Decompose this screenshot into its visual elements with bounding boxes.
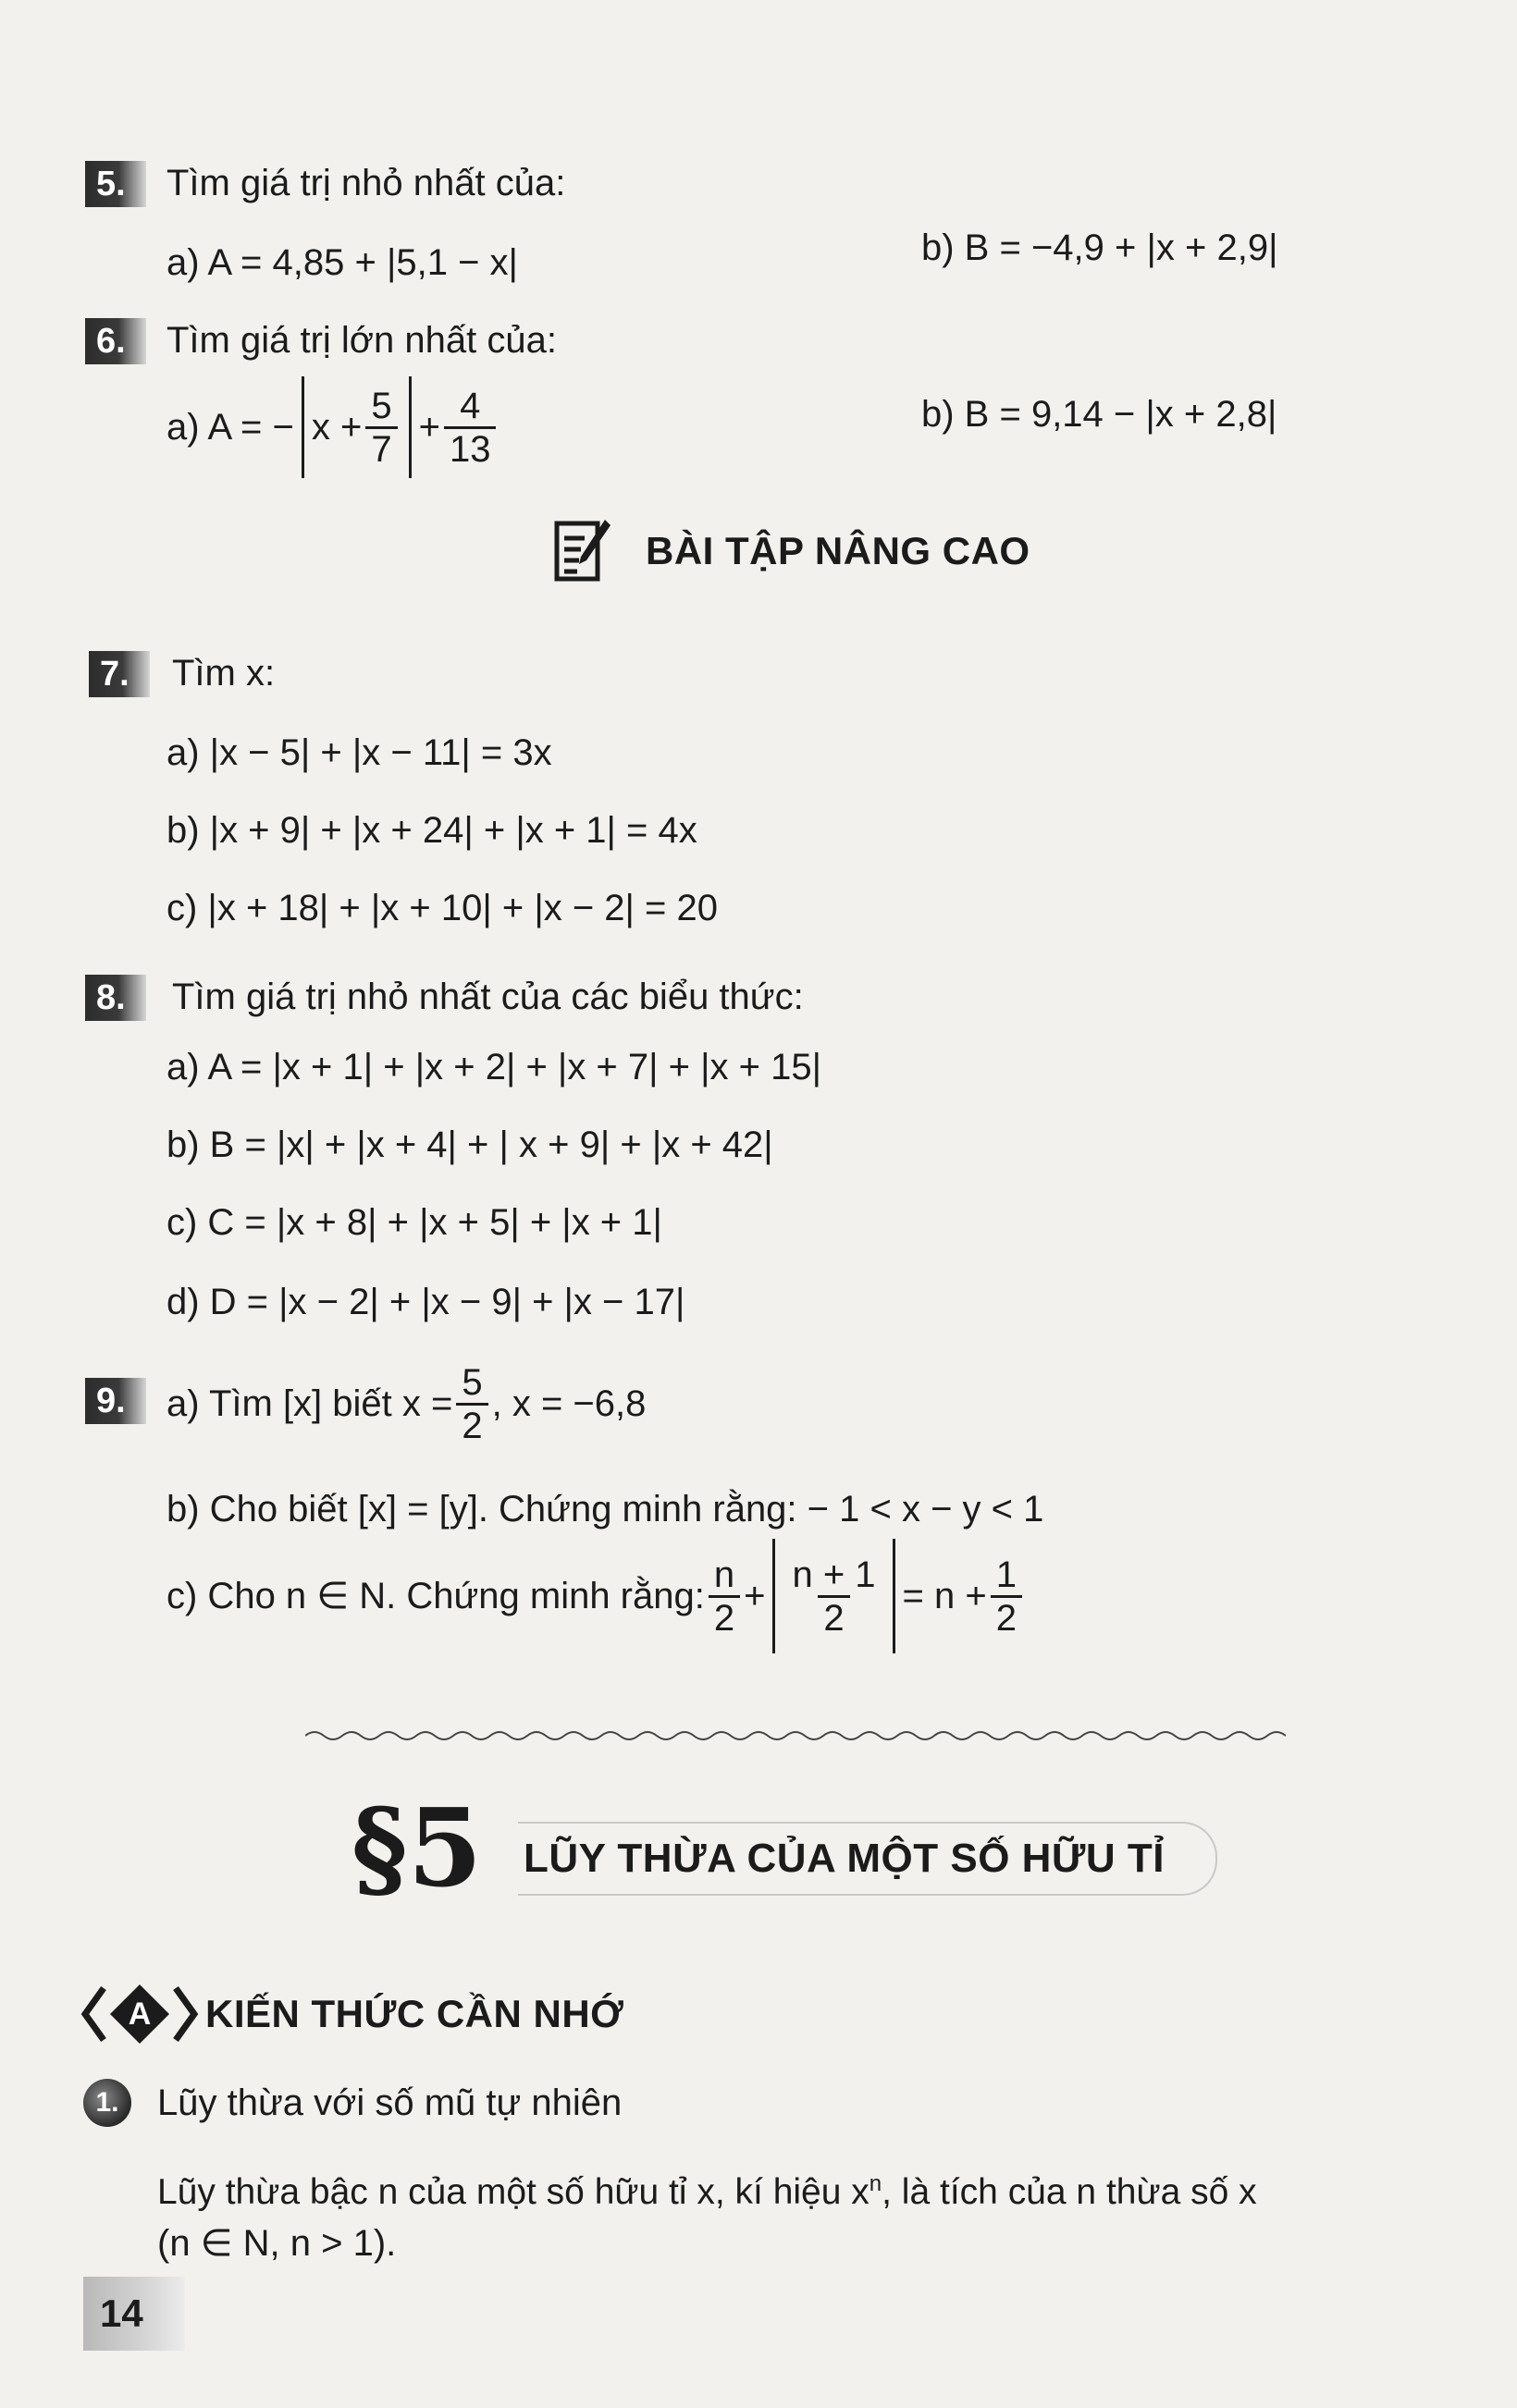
exercise-7-b: b) |x + 9| + |x + 24| + |x + 1| = 4x [166, 810, 697, 851]
section-advanced-title: BÀI TẬP NÂNG CAO [646, 529, 1030, 572]
exercise-6-title: Tìm giá trị lớn nhất của: [166, 320, 557, 361]
fraction-numerator: 1 [995, 1554, 1017, 1595]
notepad-pen-icon [553, 518, 610, 584]
item-1-line-1 [157, 2162, 1257, 2215]
exercise-6-number: 6. [85, 318, 146, 364]
exercise-9-a-suffix: , x = −6,8 [491, 1383, 647, 1424]
exercise-8-title: Tìm giá trị nhỏ nhất của các biểu thức: [172, 977, 804, 1017]
exercise-8-d: d) D = |x − 2| + |x − 9| + |x − 17| [166, 1282, 685, 1322]
fraction-denominator: 2 [456, 1403, 487, 1446]
exercise-5-b: b) B = −4,9 + |x + 2,9| [921, 227, 1278, 268]
item-1-superscript: n [869, 2171, 882, 2196]
exercise-9-b: b) Cho biết [x] = [y]. Chứng minh rằng: − 1 < x − y < 1 [166, 1489, 1044, 1530]
fraction-numerator: n [713, 1554, 735, 1595]
fraction-5-2 [456, 1362, 487, 1446]
fraction-1-2 [991, 1554, 1022, 1639]
item-1-line-1-prefix: Lũy thừa bậc n của một số hữu tỉ x, kí hiệu x [157, 2172, 870, 2212]
fraction-denominator: 2 [709, 1595, 740, 1639]
exercise-7-number: 7. [89, 651, 150, 697]
exercise-8-b: b) B = |x| + |x + 4| + | x + 9| + |x + 42| [166, 1124, 773, 1165]
section-5-symbol: §5 [352, 1786, 483, 1911]
exercise-9-c-equals: = n + [902, 1576, 987, 1616]
wavy-divider [305, 1722, 1286, 1750]
exercise-8-number: 8. [85, 975, 146, 1021]
exercise-6-a-prefix: a) A = − [166, 407, 294, 448]
part-a-badge [80, 1979, 200, 2049]
exercise-7-c: c) |x + 18| + |x + 10| + |x − 2| = 20 [166, 888, 719, 928]
abs-bar-left [772, 1539, 775, 1653]
fraction-numerator: 4 [460, 385, 481, 426]
page-number: 14 [83, 2277, 185, 2351]
exercise-5-title: Tìm giá trị nhỏ nhất của: [166, 163, 566, 203]
item-1-line-2: (n ∈ N, n > 1). [157, 2223, 397, 2264]
exercise-9-c-prefix: c) Cho n ∈ N. Chứng minh rằng: [166, 1576, 705, 1616]
fraction-denominator: 2 [818, 1595, 849, 1639]
fraction-numerator: n + 1 [792, 1554, 876, 1595]
fraction-numerator: 5 [462, 1361, 483, 1403]
fraction-n-plus-1-over-2 [786, 1554, 881, 1639]
fraction-5-7 [365, 386, 397, 470]
fraction-numerator: 5 [371, 385, 392, 426]
exercise-8-c: c) C = |x + 8| + |x + 5| + |x + 1| [166, 1202, 662, 1243]
item-1-number: 1. [83, 2079, 131, 2127]
fraction-4-13 [444, 386, 497, 470]
section-5-header [352, 1786, 1221, 1911]
exercise-9-a [166, 1356, 646, 1452]
item-1-title: Lũy thừa với số mũ tự nhiên [157, 2082, 623, 2123]
exercise-5-a: a) A = 4,85 + |5,1 − x| [166, 242, 518, 283]
exercise-6-b: b) B = 9,14 − |x + 2,8| [921, 394, 1277, 435]
exercise-7-a: a) |x − 5| + |x − 11| = 3x [166, 732, 552, 773]
part-a-letter: A [128, 1996, 152, 2032]
exercise-5-number: 5. [85, 161, 146, 207]
abs-bar-right [409, 376, 412, 478]
exercise-9-number: 9. [85, 1378, 146, 1424]
abs-bar-right [893, 1539, 895, 1653]
exercise-7-title: Tìm x: [172, 653, 276, 694]
abs-bar-left [302, 376, 304, 478]
exercise-9-a-prefix: a) Tìm [x] biết x = [166, 1383, 453, 1424]
exercise-8-a: a) A = |x + 1| + |x + 2| + |x + 7| + |x + 15| [166, 1047, 821, 1087]
exercise-6-a [166, 374, 500, 481]
fraction-denominator: 2 [991, 1595, 1022, 1639]
fraction-denominator: 13 [444, 426, 497, 470]
section-5-title: LŨY THỪA CỦA MỘT SỐ HỮU TỈ [524, 1836, 1166, 1881]
exercise-9-c [166, 1539, 1026, 1653]
exercise-9-c-plus: + [744, 1576, 766, 1616]
item-1-line-1-suffix: , là tích của n thừa số x [882, 2172, 1257, 2212]
part-a-title: KIẾN THỨC CẦN NHỚ [205, 1992, 624, 2035]
fraction-denominator: 7 [365, 426, 397, 470]
exercise-6-a-plus: + [418, 407, 440, 448]
exercise-6-a-inner: x + [311, 407, 363, 448]
fraction-n-2 [709, 1554, 740, 1639]
